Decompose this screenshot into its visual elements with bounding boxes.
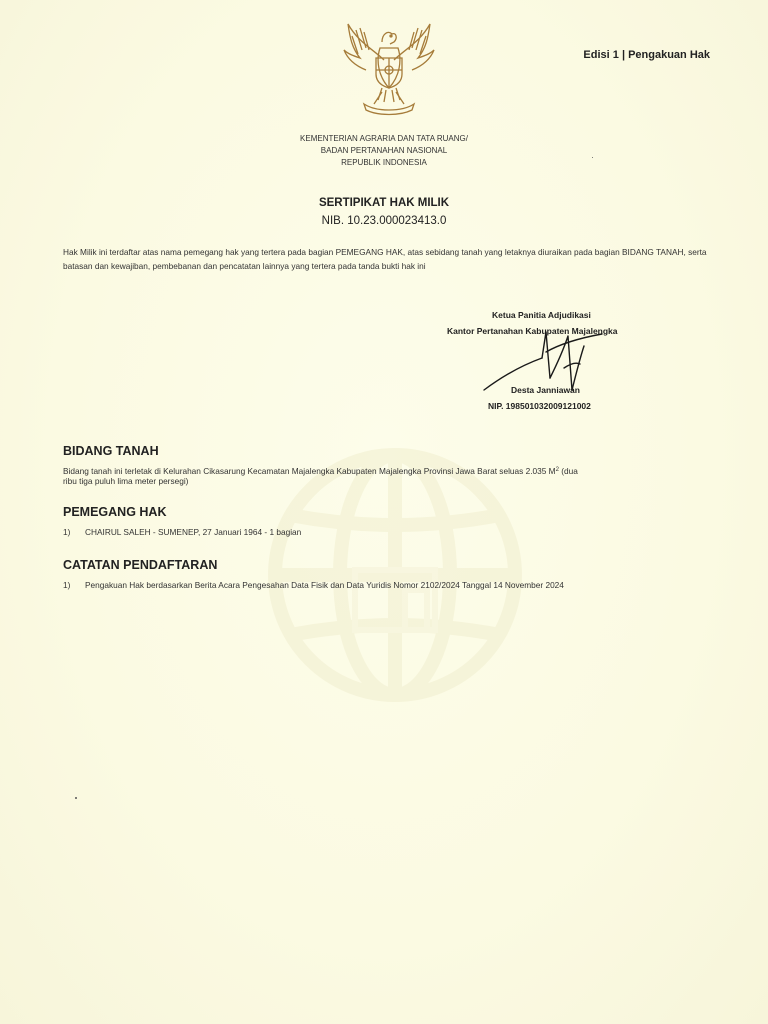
- list-item-number: 1): [63, 580, 71, 590]
- edition-label: Edisi 1 | Pengakuan Hak: [583, 49, 710, 61]
- paper-speck: [75, 797, 77, 799]
- section-heading-pemegang-hak: PEMEGANG HAK: [63, 505, 167, 519]
- section-heading-catatan-pendaftaran: CATATAN PENDAFTARAN: [63, 558, 218, 572]
- area-unit-superscript: 2: [555, 467, 559, 473]
- agency-header: [0, 133, 768, 169]
- certificate-title: SERTIPIKAT HAK MILIK: [318, 197, 450, 209]
- agency-line: KEMENTERIAN AGRARIA DAN TATA RUANG/: [300, 134, 468, 143]
- section-heading-bidang-tanah: BIDANG TANAH: [63, 444, 159, 458]
- list-item: [63, 527, 723, 537]
- list-item-text: CHAIRUL SALEH - SUMENEP, 27 Januari 1964 - 1 bagian: [85, 527, 302, 537]
- agency-line: REPUBLIK INDONESIA: [341, 158, 427, 167]
- signer-nip: NIP. 198501032009121002: [488, 401, 591, 411]
- list-item-number: 1): [63, 527, 71, 537]
- bidang-tanah-text: [63, 466, 723, 486]
- list-item: [63, 580, 723, 590]
- certificate-intro: Hak Milik ini terdaftar atas nama pemegang hak yang tertera pada bagian PEMEGANG HAK, atas sebidang tanah yang letaknya diuraikan pada bagian BIDANG TANAH, serta batasan dan kewajiban, pembebanan dan pencatatan lainnya yang tertera pada tanda bukti hak ini: [63, 247, 707, 271]
- agency-line: BADAN PERTANAHAN NASIONAL: [320, 146, 448, 155]
- bidang-tanah-line2: ribu tiga puluh lima meter persegi): [63, 476, 189, 486]
- bidang-tanah-tail: (dua: [558, 466, 578, 476]
- garuda-pancasila-emblem-icon: [336, 20, 442, 116]
- bpn-watermark-logo: [240, 420, 550, 720]
- signer-office: Kantor Pertanahan Kabupaten Majalengka: [447, 326, 618, 336]
- bidang-tanah-main: Bidang tanah ini terletak di Kelurahan Cikasarung Kecamatan Majalengka Kabupaten Majalengka Provinsi Jawa Barat seluas 2.035 M: [63, 466, 556, 476]
- list-item-text: Pengakuan Hak berdasarkan Berita Acara Pengesahan Data Fisik dan Data Yuridis Nomor 2102/2024 Tanggal 14 November 2024: [85, 580, 564, 590]
- handwritten-signature: [480, 318, 610, 398]
- certificate-nib: NIB. 10.23.000023413.0: [321, 215, 447, 227]
- signer-role: Ketua Panitia Adjudikasi: [492, 310, 591, 320]
- signer-name: Desta Janniawan: [511, 385, 580, 395]
- paper-speck: [592, 157, 593, 158]
